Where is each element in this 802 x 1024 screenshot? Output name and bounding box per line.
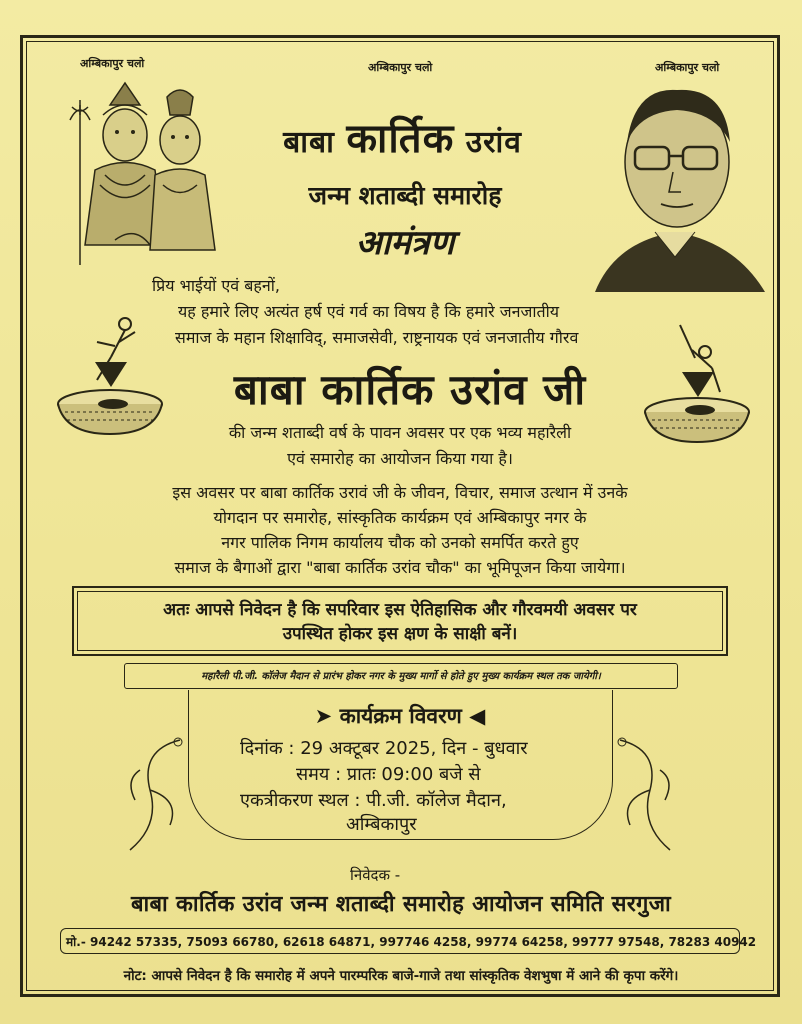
chalo-center-label: अम्बिकापुर चलो (368, 61, 433, 74)
rally-route-note: महारैली पी.जी. कॉलेज मैदान से प्रारंभ होकर नगर के मुख्य मार्गो से होते हुए मुख्य कार्यक्रम स्थल तक जायेगी। (201, 671, 601, 682)
program-title-text: कार्यक्रम विवरण (339, 704, 462, 728)
intro-line-4: एवं समारोह का आयोजन किया गया है। (287, 449, 513, 468)
drum-left-icon (55, 312, 170, 437)
appeal-line-1: अतः आपसे निवेदन है कि सपरिवार इस ऐतिहासिक और गौरवमयी अवसर पर (163, 600, 637, 620)
arrow-left-icon: ➤ (314, 704, 340, 728)
program-time: समय : प्रातः 09:00 बजे से (296, 764, 481, 785)
event-subtitle: जन्म शताब्दी समारोह (308, 181, 502, 210)
program-title (250, 702, 550, 730)
phone-numbers: मो.- 94242 57335, 75093 66780, 62618 64871, 997746 4258, 99774 64258, 99777 97548, 78283 40942 (66, 935, 757, 949)
body-line-1: इस अवसर पर बाबा कार्तिक उरावं जी के जीवन, विचार, समाज उत्थान में उनके (172, 483, 628, 502)
intro-line-2: समाज के महान शिक्षाविद्, समाजसेवी, राष्ट्रनायक एवं जनजातीय गौरव (175, 328, 579, 347)
deity-illustration (55, 75, 245, 270)
body-line-4: समाज के बैगाओं द्वारा "बाबा कार्तिक उरांव चौक" का भूमिपूजन किया जायेगा। (174, 558, 626, 577)
program-date: दिनांक : 29 अक्टूबर 2025, दिन - बुधवार (240, 738, 528, 759)
footer-note: नोट: आपसे निवेदन है कि समारोह में अपने पारम्परिक बाजे-गाजे तथा सांस्कृतिक वेशभुषा में आने की कृपा करेंगे। (123, 968, 679, 984)
arrow-right-icon: ◀ (461, 704, 486, 728)
honoree-name: बाबा कार्तिक उरांव जी (233, 365, 587, 414)
body-line-3: नगर पालिक निगम कार्यालय चौक को उनको समर्पित करते हुए (221, 533, 579, 552)
chalo-left-label: अम्बिकापुर चलो (80, 57, 145, 70)
appeal-text (80, 598, 720, 646)
body-line-2: योगदान पर समारोह, सांस्कृतिक कार्यक्रम एवं अम्बिकापुर नगर के (213, 508, 587, 527)
program-venue-city: अम्बिकापुर (346, 814, 417, 835)
intro-line-1: यह हमारे लिए अत्यंत हर्ष एवं गर्व का विषय है कि हमारे जनजातीय (178, 302, 560, 321)
nivedak-label: निवेदक - (350, 866, 401, 884)
greeting: प्रिय भाईयों एवं बहनों, (152, 276, 280, 295)
event-title (230, 115, 575, 167)
invitation-heading: आमंत्रण (355, 223, 455, 263)
title-oraon: उरांव (454, 125, 522, 160)
title-kartik: कार्तिक (346, 116, 455, 162)
program-venue: एकत्रीकरण स्थल : पी.जी. कॉलेज मैदान, (240, 790, 507, 811)
appeal-line-2: उपस्थित होकर इस क्षण के साक्षी बनें। (282, 624, 518, 644)
title-baba: बाबा (283, 125, 347, 160)
intro-line-3: की जन्म शताब्दी वर्ष के पावन अवसर पर एक भव्य महारैली (228, 423, 572, 442)
drum-right-icon (640, 320, 755, 445)
committee-name: बाबा कार्तिक उरांव जन्म शताब्दी समारोह आयोजन समिति सरगुजा (130, 892, 672, 917)
portrait-illustration (585, 72, 770, 292)
chalo-right-label: अम्बिकापुर चलो (655, 61, 720, 74)
